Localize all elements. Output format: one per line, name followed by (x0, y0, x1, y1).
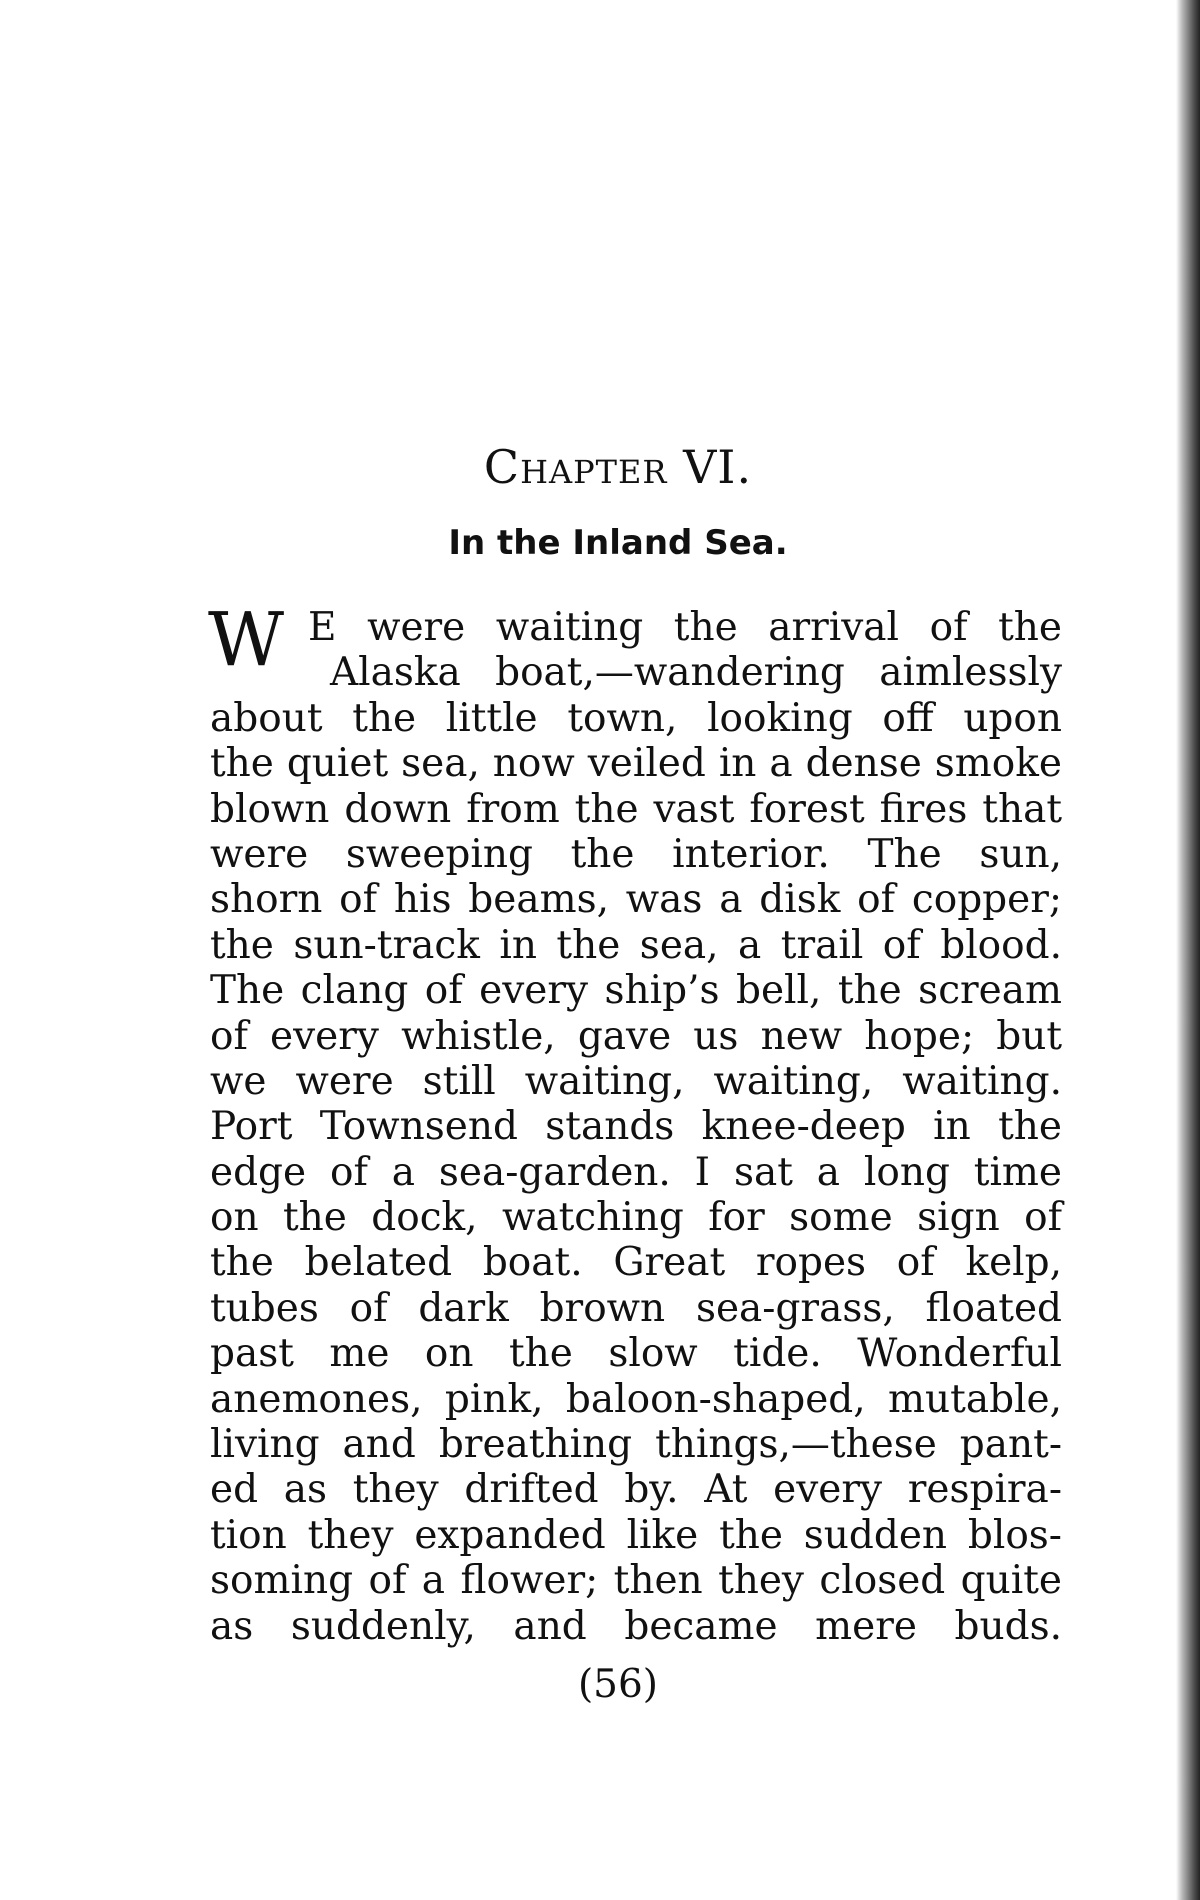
text-line: Alaska boat,—wandering aimlessly (330, 650, 1062, 696)
text-line: Port Townsend stands knee-deep in the (210, 1104, 1062, 1150)
text-line: anemones, pink, baloon-shaped, mutable, (210, 1376, 1062, 1422)
body-paragraph (208, 597, 1062, 1649)
text-line: blown down from the vast forest fires that (210, 786, 1062, 832)
text-line: edge of a sea-garden. I sat a long time (210, 1149, 1062, 1195)
scan-page-edge (1164, 0, 1200, 1900)
text-line: The clang of every ship’s bell, the scream (210, 968, 1062, 1014)
text-line: tion they expanded like the sudden blos- (210, 1512, 1062, 1558)
text-line: the quiet sea, now veiled in a dense smoke (210, 741, 1062, 787)
text-line: were sweeping the interior. The sun, (210, 831, 1062, 877)
text-line: ed as they drifted by. At every respira- (210, 1467, 1062, 1513)
text-line: about the little town, looking off upon (210, 695, 1062, 741)
chapter-subtitle: In the Inland Sea. (448, 523, 788, 563)
chapter-heading-text: Chapter VI. (483, 440, 753, 494)
text-line: soming of a flower; then they closed quite (210, 1558, 1062, 1604)
text-line: the sun-track in the sea, a trail of blood. (210, 922, 1062, 968)
text-line: past me on the slow tide. Wonderful (210, 1331, 1062, 1377)
text-line: of every whistle, gave us new hope; but (210, 1013, 1062, 1059)
text-line: living and breathing things,—these pant- (210, 1422, 1062, 1468)
chapter-heading (0, 440, 1200, 494)
text-line: tubes of dark brown sea-grass, floated (210, 1285, 1062, 1331)
text-line: shorn of his beams, was a disk of copper; (210, 877, 1062, 923)
page-number: (56) (577, 1662, 659, 1707)
drop-cap: W (208, 597, 285, 683)
text-line: the belated boat. Great ropes of kelp, (210, 1240, 1062, 1286)
text-line-content: E were waiting the arrival of the (308, 605, 1062, 650)
text-line: as suddenly, and became mere buds. (210, 1603, 1062, 1649)
text-line: we were still waiting, waiting, waiting. (210, 1058, 1062, 1104)
text-line: on the dock, watching for some sign of (210, 1195, 1062, 1241)
